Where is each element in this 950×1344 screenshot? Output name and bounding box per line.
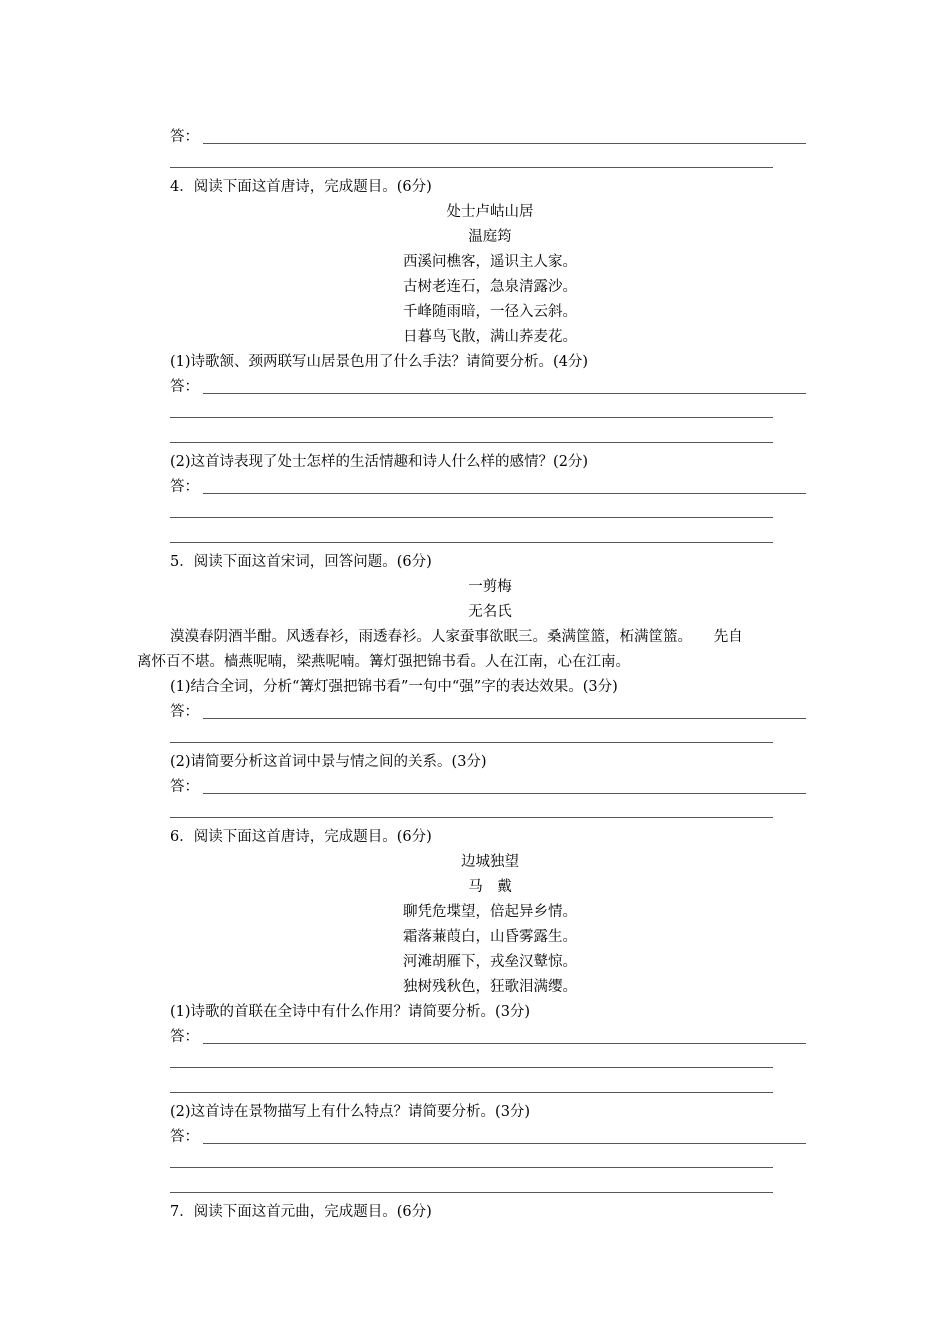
q4-sub1: (1)诗歌颔、颈两联写山居景色用了什么手法？请简要分析。(4分) xyxy=(170,354,589,370)
q6-stem: 6．阅读下面这首唐诗，完成题目。(6分) xyxy=(170,829,432,845)
answer-label: 答： xyxy=(170,479,199,495)
answer-line xyxy=(170,817,773,818)
q6-sub1: (1)诗歌的首联在全诗中有什么作用？请简要分析。(3分) xyxy=(170,1004,531,1020)
answer-line xyxy=(170,517,773,518)
q4-poem-author: 温庭筠 xyxy=(468,229,512,245)
q5-ci-text: 离怀百不堪。樯燕呢喃，梁燕呢喃。篝灯强把锦书看。人在江南，心在江南。 xyxy=(137,654,630,670)
q4-poem-line: 千峰随雨暗，一径入云斜。 xyxy=(403,304,577,320)
answer-label: 答： xyxy=(170,779,199,795)
answer-label: 答： xyxy=(170,129,199,145)
answer-label: 答： xyxy=(170,1029,199,1045)
q6-poem-line: 河滩胡雁下，戎垒汉鼙惊。 xyxy=(403,954,577,970)
q4-stem: 4．阅读下面这首唐诗，完成题目。(6分) xyxy=(170,179,432,195)
answer-line xyxy=(203,793,806,794)
answer-line xyxy=(203,1043,806,1044)
answer-line xyxy=(170,542,773,543)
q4-sub2: (2)这首诗表现了处士怎样的生活情趣和诗人什么样的感情？(2分) xyxy=(170,454,589,470)
q6-poem-title: 边城独望 xyxy=(461,854,519,870)
answer-line xyxy=(170,167,773,168)
answer-label: 答： xyxy=(170,704,199,720)
q5-ci-author: 无名氏 xyxy=(468,604,512,620)
q6-poem-line: 聊凭危堞望，倍起异乡情。 xyxy=(403,904,577,920)
answer-label: 答： xyxy=(170,379,199,395)
answer-line xyxy=(170,417,773,418)
answer-line xyxy=(203,143,806,144)
q6-poem-line: 独树残秋色，狂歌泪满缨。 xyxy=(403,979,577,995)
answer-line xyxy=(170,1092,773,1093)
answer-line xyxy=(170,1167,773,1168)
q5-sub1: (1)结合全词，分析“篝灯强把锦书看”一句中“强”字的表达效果。(3分) xyxy=(170,679,618,695)
q6-poem-line: 霜落蒹葭白，山昏雾露生。 xyxy=(403,929,577,945)
q5-stem: 5．阅读下面这首宋词，回答问题。(6分) xyxy=(170,554,432,570)
q5-ci-text: 漠漠春阴酒半酣。风透春衫，雨透春衫。人家蚕事欲眠三。桑满筐篮，柘满筐篮。 先自 xyxy=(170,629,743,645)
answer-label: 答： xyxy=(170,1129,199,1145)
answer-line xyxy=(203,718,806,719)
q6-sub2: (2)这首诗在景物描写上有什么特点？请简要分析。(3分) xyxy=(170,1104,531,1120)
q4-poem-line: 日暮鸟飞散，满山荞麦花。 xyxy=(403,329,577,345)
answer-line xyxy=(170,1192,773,1193)
answer-line xyxy=(203,493,806,494)
answer-line xyxy=(170,1067,773,1068)
q6-poem-author: 马 戴 xyxy=(468,879,512,895)
answer-line xyxy=(170,742,773,743)
answer-line xyxy=(170,442,773,443)
q4-poem-line: 西溪问樵客，遥识主人家。 xyxy=(403,254,577,270)
q4-poem-line: 古树老连石，急泉清露沙。 xyxy=(403,279,577,295)
q7-stem: 7．阅读下面这首元曲，完成题目。(6分) xyxy=(170,1204,432,1220)
answer-line xyxy=(203,1143,806,1144)
q5-ci-title: 一剪梅 xyxy=(468,579,512,595)
answer-line xyxy=(203,393,806,394)
q4-poem-title: 处士卢岵山居 xyxy=(446,204,534,220)
q5-sub2: (2)请简要分析这首词中景与情之间的关系。(3分) xyxy=(170,754,487,770)
